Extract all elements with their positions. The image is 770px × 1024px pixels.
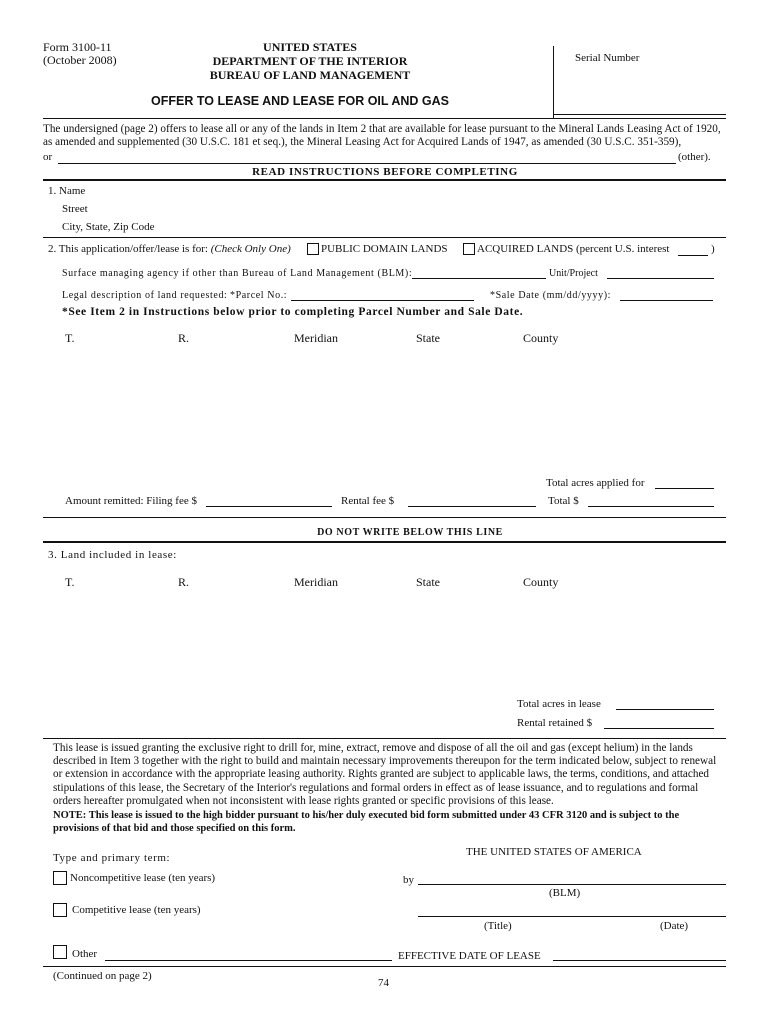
parcel-number-label: *Parcel No.: [230, 290, 288, 301]
total-fee-label: Total $ [548, 495, 579, 507]
lease-col-meridian: Meridian [294, 575, 338, 589]
percent-interest-field[interactable] [678, 255, 708, 256]
competitive-label: Competitive lease (ten years) [72, 904, 201, 916]
section-rule-4 [43, 541, 726, 543]
other-authority-field[interactable] [58, 163, 676, 164]
rental-fee-field[interactable] [408, 506, 536, 507]
usa-label: THE UNITED STATES OF AMERICA [466, 846, 642, 858]
lease-col-township: T. [65, 575, 75, 589]
acquired-lands-checkbox[interactable] [463, 243, 475, 255]
check-one-note: (Check Only One) [210, 243, 291, 255]
other-term-checkbox[interactable] [53, 945, 67, 959]
by-label: by [403, 874, 414, 886]
form-date: (October 2008) [43, 53, 117, 67]
intro-text: The undersigned (page 2) offers to lease all or any of the lands in Item 2 that are available for lease pursuant to the Mineral Lands Leasing Act of 1920, as amended and supplemented (30 U.S.C. 181 et seq.), the Mineral Leasing Act for Acquired Lands of 1947, as amended (30 U.S.C. 351-359), [43, 123, 721, 149]
agency-line-3: BUREAU OF LAND MANAGEMENT [209, 68, 411, 82]
instructions-heading: READ INSTRUCTIONS BEFORE COMPLETING [252, 166, 518, 178]
total-fee-field[interactable] [588, 506, 714, 507]
legal-description-label: Legal description of land requested: [62, 290, 228, 301]
filing-fee-field[interactable] [206, 506, 332, 507]
lease-col-range: R. [178, 575, 190, 589]
serial-divider [553, 46, 554, 118]
other-label: (other). [678, 151, 711, 163]
serial-number-label: Serial Number [575, 52, 640, 64]
title-label: (Title) [484, 920, 512, 932]
competitive-checkbox[interactable] [53, 903, 67, 917]
noncompetitive-checkbox[interactable] [53, 871, 67, 885]
blm-label: (BLM) [549, 887, 581, 899]
item2-prefix: 2. This application/offer/lease is for: [48, 243, 208, 255]
lease-col-county: County [523, 575, 559, 589]
other-term-field[interactable] [105, 960, 392, 961]
col-state: State [416, 331, 440, 345]
city-state-zip-label: City, State, Zip Code [62, 221, 155, 233]
total-acres-applied-label: Total acres applied for [546, 477, 645, 489]
sale-date-field[interactable] [620, 300, 713, 301]
continued-note: (Continued on page 2) [53, 970, 152, 982]
acquired-close: ) [711, 243, 715, 255]
noncompetitive-label: Noncompetitive lease (ten years) [70, 872, 216, 884]
col-county: County [523, 331, 559, 345]
header-rule-upper [554, 114, 726, 115]
see-item-note: *See Item 2 in Instructions below prior to completing Parcel Number and Sale Date. [62, 306, 524, 318]
parcel-number-field[interactable] [291, 300, 474, 301]
agency-line-2: DEPARTMENT OF THE INTERIOR [212, 54, 408, 68]
street-label: Street [62, 203, 88, 215]
col-township: T. [65, 331, 75, 345]
public-domain-checkbox[interactable] [307, 243, 319, 255]
section-rule-3 [43, 517, 726, 518]
acquired-lands-label: ACQUIRED LANDS (percent U.S. interest [477, 243, 670, 255]
office-use-heading: DO NOT WRITE BELOW THIS LINE [317, 527, 503, 538]
other-term-label: Other [72, 948, 98, 960]
unit-project-field[interactable] [607, 278, 714, 279]
agency-line-1: UNITED STATES [263, 40, 357, 54]
rental-fee-label: Rental fee $ [341, 495, 395, 507]
form-title: OFFER TO LEASE AND LEASE FOR OIL AND GAS [151, 94, 449, 108]
unit-project-label: Unit/Project [549, 268, 598, 279]
sale-date-label: *Sale Date (mm/dd/yyyy): [490, 290, 612, 301]
item2-label [48, 243, 291, 255]
date-label: (Date) [660, 920, 689, 932]
col-meridian: Meridian [294, 331, 338, 345]
col-range: R. [178, 331, 190, 345]
header-rule [43, 118, 726, 119]
lease-grant-paragraph: This lease is issued granting the exclusive right to drill for, mine, extract, remove and dispose of all the oil and gas (except helium) in the lands described in Item 3 together with the right to build and maintain necessary improvements thereupon for the term indicated below, subject to renewal or extension in accordance with the appropriate leasing authority. Rights granted are subject to applicable laws, the terms, conditions, and attached stipulations of this lease, the Secretary of the Interior's regulations and formal orders in effect as of lease issuance, and to regulations and formal orders hereafter promulgated when not inconsistent with lease rights granted or specific provisions of this lease. [53, 742, 717, 807]
land-included-label: 3. Land included in lease: [48, 549, 177, 561]
effective-date-field[interactable] [553, 960, 726, 961]
name-label: 1. Name [48, 185, 86, 197]
total-acres-lease-label: Total acres in lease [517, 698, 601, 710]
rental-retained-label: Rental retained $ [517, 717, 593, 729]
public-domain-label: PUBLIC DOMAIN LANDS [321, 243, 448, 255]
surface-agency-label: Surface managing agency if other than Bureau of Land Management (BLM): [62, 268, 413, 279]
blm-signature-field[interactable] [418, 884, 726, 885]
rental-retained-field[interactable] [604, 728, 714, 729]
form-number: Form 3100-11 [43, 40, 112, 54]
filing-fee-label: Amount remitted: Filing fee $ [65, 495, 197, 507]
term-label: Type and primary term: [53, 852, 171, 864]
page-number: 74 [378, 977, 389, 989]
total-acres-lease-field[interactable] [616, 709, 714, 710]
or-label: or [43, 151, 53, 163]
section-rule-2 [43, 237, 726, 238]
lease-col-state: State [416, 575, 440, 589]
lease-note: NOTE: This lease is issued to the high bidder pursuant to his/her duly executed bid form submitted under 43 CFR 3120 and is subject to the provisions of that bid and those specified on this form. [53, 810, 680, 834]
section-rule-5 [43, 738, 726, 739]
section-rule-1 [43, 179, 726, 181]
total-acres-applied-field[interactable] [655, 488, 714, 489]
effective-date-label: EFFECTIVE DATE OF LEASE [398, 950, 541, 962]
bottom-rule [43, 966, 726, 967]
title-date-field[interactable] [418, 916, 726, 917]
surface-agency-field[interactable] [412, 278, 546, 279]
